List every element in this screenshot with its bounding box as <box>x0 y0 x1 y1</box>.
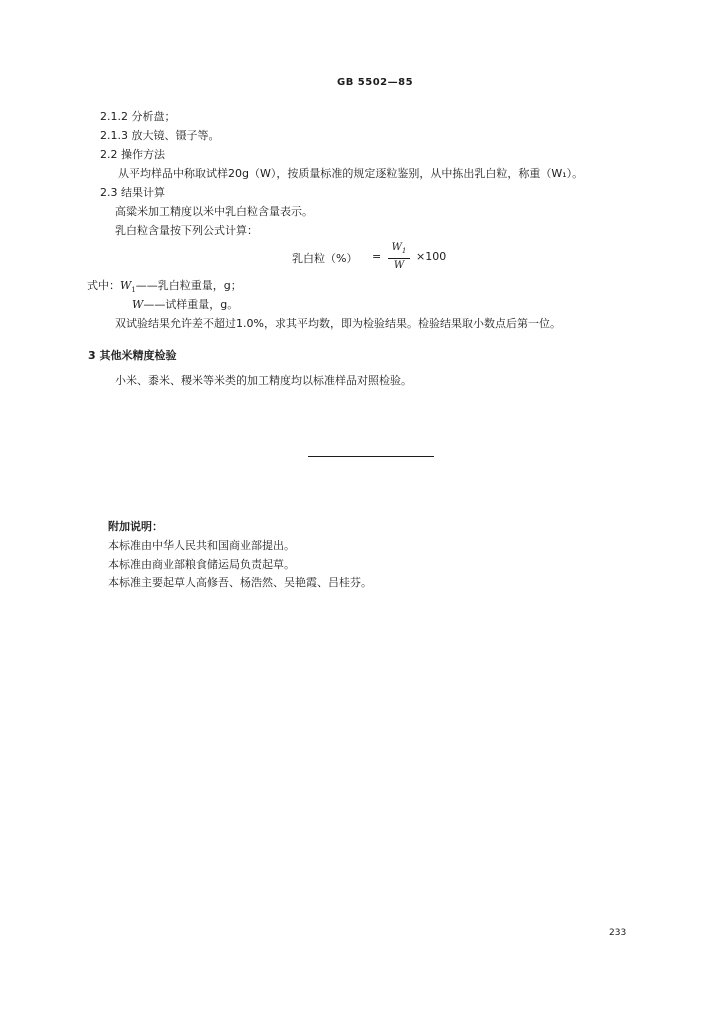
page-header: GB 5502—85 <box>337 77 414 88</box>
section-2-3-line1: 高粱米加工精度以米中乳白粒含量表示。 <box>115 205 313 218</box>
notes-title: 附加说明： <box>108 520 163 533</box>
formula-numerator: $W_1$ <box>391 242 407 255</box>
where-w-var: W <box>132 298 144 311</box>
fraction-bar <box>388 258 410 259</box>
end-rule <box>308 456 434 457</box>
item-2-1-2: 2.1.2 分析盘； <box>100 110 176 123</box>
section-2-2-title: 2.2 操作方法 <box>100 148 165 161</box>
item-2-1-3: 2.1.3 放大镜、镊子等。 <box>100 129 220 142</box>
where-w <box>132 298 238 312</box>
notes-line2: 本标准由商业部粮食储运局负责起草。 <box>108 558 295 571</box>
formula-equals: = <box>372 250 382 263</box>
formula-denominator: W <box>393 260 405 271</box>
section-3-title: 3 其他米精度检验 <box>88 349 177 362</box>
page-number: 233 <box>609 928 627 938</box>
notes-line3: 本标准主要起草人高修吾、杨浩然、吴艳霞、吕桂芬。 <box>108 576 372 589</box>
where-w1 <box>87 279 242 297</box>
section-2-2-body: 从平均样品中称取试样20g（W），按质量标准的规定逐粒鉴别，从中拣出乳白粒，称重（W₁）。 <box>118 167 584 180</box>
where-w1-var: $W_1$ <box>120 279 136 295</box>
section-2-3-line2: 乳白粒含量按下列公式计算： <box>115 224 258 237</box>
formula-fraction <box>388 242 410 272</box>
where-w-desc: ——试样重量，g。 <box>143 298 239 311</box>
where-w1-desc: ——乳白粒重量，g； <box>135 279 242 292</box>
notes-line1: 本标准由中华人民共和国商业部提出。 <box>108 539 295 552</box>
where-label: 式中： <box>87 279 120 292</box>
tolerance-text: 双试验结果允许差不超过1.0%，求其平均数，即为检验结果。检验结果取小数点后第一位。 <box>115 317 561 330</box>
formula-multiplier: ×100 <box>416 250 447 263</box>
section-3-body: 小米、黍米、稷米等米类的加工精度均以标准样品对照检验。 <box>115 374 412 387</box>
section-2-3-title: 2.3 结果计算 <box>100 186 165 199</box>
formula-lhs: 乳白粒（%） <box>292 252 358 265</box>
